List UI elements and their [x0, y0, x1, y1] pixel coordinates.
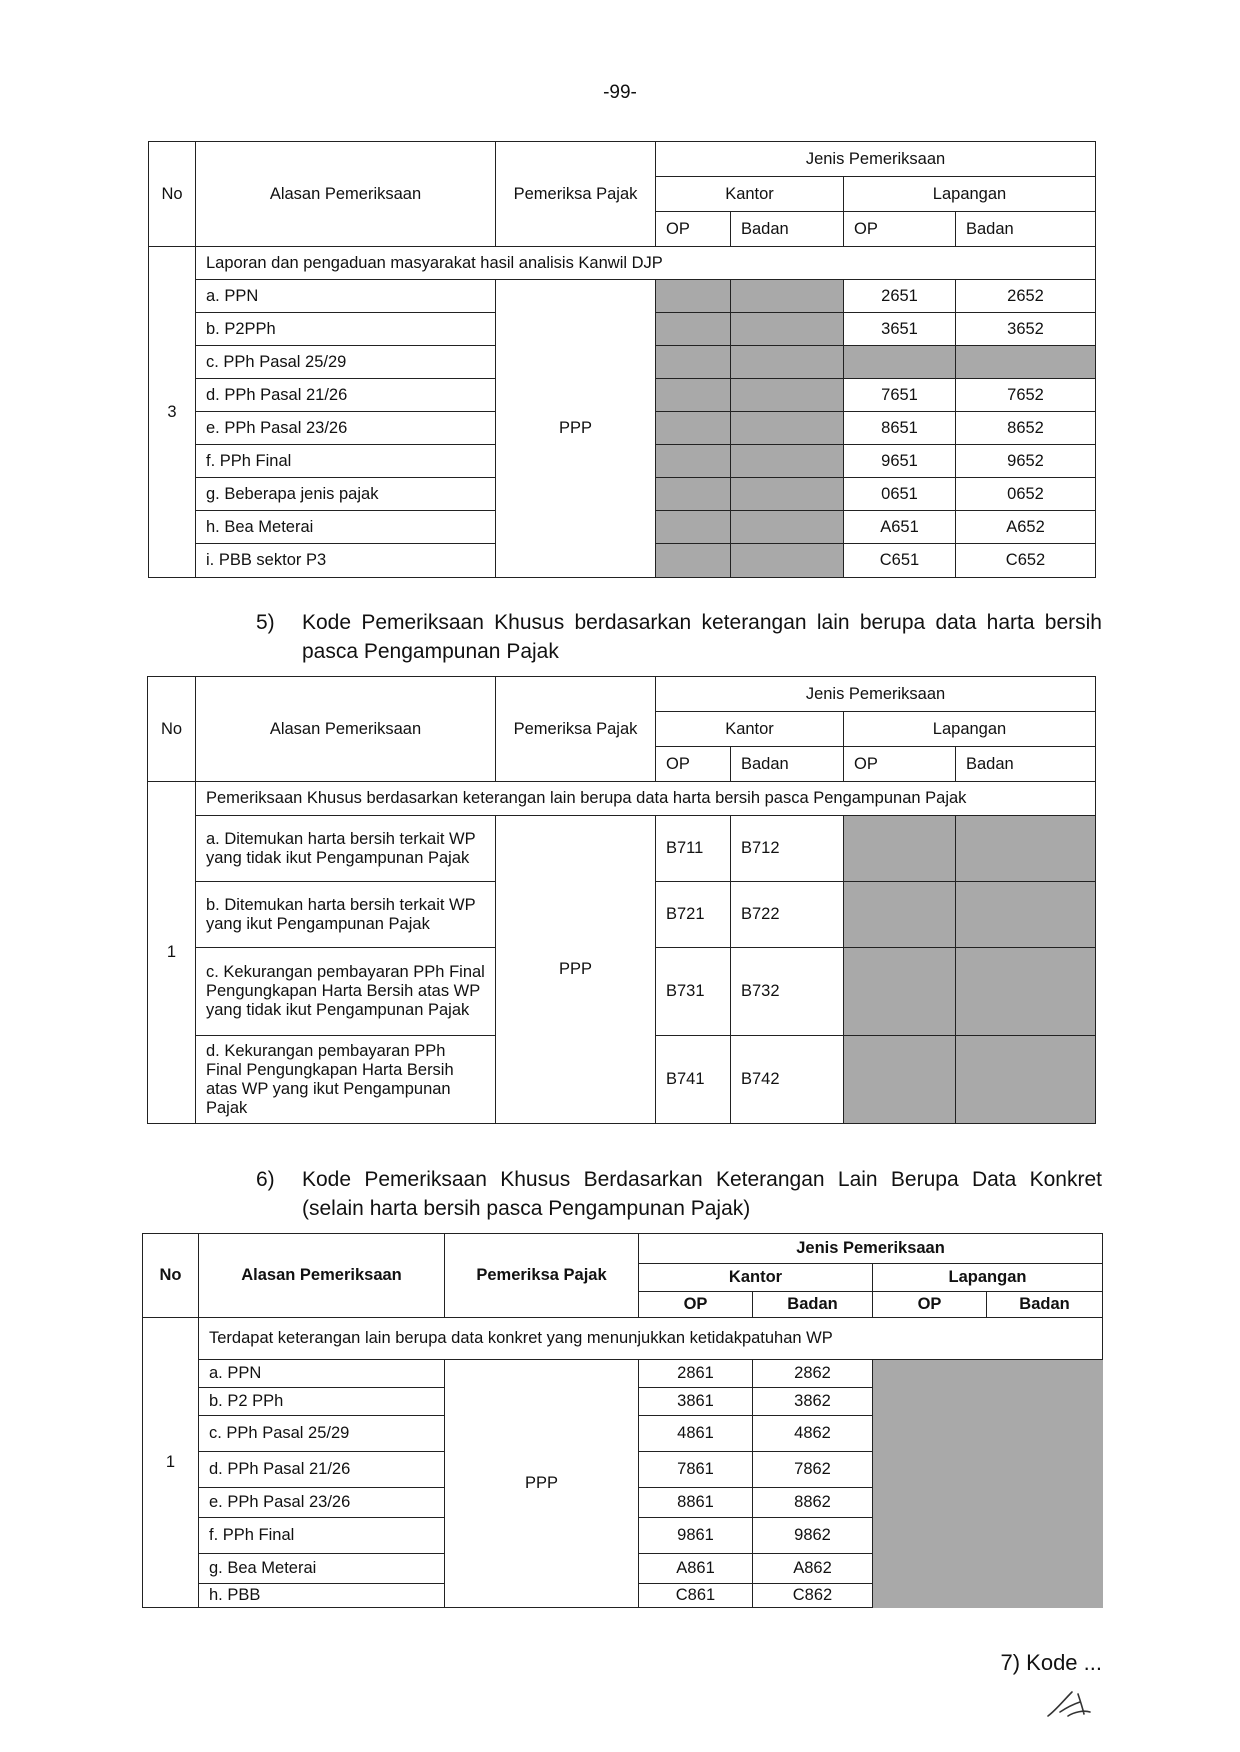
kantor-badan-code: A862: [753, 1554, 873, 1584]
shaded-cell: [956, 346, 1096, 379]
lapangan-op-code: 3651: [844, 313, 956, 346]
row-label: d. PPh Pasal 21/26: [199, 1452, 445, 1488]
lapangan-op-code: 9651: [844, 445, 956, 478]
header-lapangan-badan: Badan: [987, 1292, 1103, 1318]
header-lapangan-op: OP: [873, 1292, 987, 1318]
row-label: g. Beberapa jenis pajak: [196, 478, 496, 511]
kantor-badan-code: B742: [731, 1036, 844, 1124]
row-label: c. PPh Pasal 25/29: [199, 1416, 445, 1452]
kantor-op-code: 2861: [639, 1360, 753, 1388]
section-number: 5): [256, 611, 275, 634]
kantor-op-code: B731: [656, 948, 731, 1036]
lapangan-badan-code: 2652: [956, 280, 1096, 313]
header-kantor-badan: Badan: [731, 747, 844, 782]
header-kantor-badan: Badan: [731, 212, 844, 247]
row-label: c. Kekurangan pembayaran PPh Final Pengungkapan Harta Bersih atas WP yang tidak ikut Pengampunan Pajak: [196, 948, 496, 1036]
shaded-cell: [656, 313, 731, 346]
header-lapangan: Lapangan: [844, 712, 1096, 747]
kantor-op-code: 9861: [639, 1518, 753, 1554]
pemeriksa-cell: PPP: [496, 280, 656, 578]
lapangan-badan-code: 0652: [956, 478, 1096, 511]
header-kantor-op: OP: [656, 747, 731, 782]
row-label: f. PPh Final: [196, 445, 496, 478]
shaded-cell: [844, 346, 956, 379]
header-kantor-op: OP: [639, 1292, 753, 1318]
table-concrete-data-codes: [142, 1233, 1103, 1608]
lapangan-badan-code: 7652: [956, 379, 1096, 412]
lapangan-op-code: 7651: [844, 379, 956, 412]
row-label: a. PPN: [199, 1360, 445, 1388]
shaded-cell: [731, 445, 844, 478]
shaded-cell: [844, 882, 956, 948]
kantor-badan-code: B732: [731, 948, 844, 1036]
shaded-cell: [956, 882, 1096, 948]
kantor-badan-code: 2862: [753, 1360, 873, 1388]
table-audit-codes-kanwil: [148, 141, 1096, 578]
table-row: [143, 1360, 1103, 1388]
header-lapangan-badan: Badan: [956, 747, 1096, 782]
table-tax-amnesty-codes: [147, 676, 1096, 1124]
lapangan-op-code: 2651: [844, 280, 956, 313]
kantor-op-code: B721: [656, 882, 731, 948]
section-title: Kode Pemeriksaan Khusus Berdasarkan Keterangan Lain Berupa Data Konkret (selain harta bersih pasca Pengampunan Pajak): [302, 1168, 1102, 1220]
shaded-cell: [656, 445, 731, 478]
header-jenis: Jenis Pemeriksaan: [656, 677, 1096, 712]
shaded-cell: [956, 948, 1096, 1036]
row-label: h. Bea Meterai: [196, 511, 496, 544]
kantor-badan-code: B722: [731, 882, 844, 948]
shaded-cell: [731, 511, 844, 544]
shaded-cell: [656, 412, 731, 445]
row-label: e. PPh Pasal 23/26: [196, 412, 496, 445]
header-kantor-badan: Badan: [753, 1292, 873, 1318]
kantor-op-code: 8861: [639, 1488, 753, 1518]
kantor-badan-code: B712: [731, 816, 844, 882]
header-alasan: Alasan Pemeriksaan: [196, 142, 496, 247]
shaded-cell: [844, 948, 956, 1036]
header-no: No: [143, 1234, 199, 1318]
shaded-cell: [956, 1036, 1096, 1124]
lapangan-op-code: A651: [844, 511, 956, 544]
shaded-cell: [656, 544, 731, 578]
section-5-heading: [256, 608, 1102, 670]
kantor-badan-code: 3862: [753, 1388, 873, 1416]
header-lapangan-op: OP: [844, 747, 956, 782]
kantor-op-code: 7861: [639, 1452, 753, 1488]
row-label: f. PPh Final: [199, 1518, 445, 1554]
shaded-cell: [844, 1036, 956, 1124]
row-label: b. Ditemukan harta bersih terkait WP yang ikut Pengampunan Pajak: [196, 882, 496, 948]
header-kantor: Kantor: [639, 1264, 873, 1292]
shaded-cell: [844, 816, 956, 882]
shaded-cell: [731, 478, 844, 511]
kantor-badan-code: C862: [753, 1584, 873, 1608]
header-pemeriksa: Pemeriksa Pajak: [496, 677, 656, 782]
shaded-cell: [731, 346, 844, 379]
group-title: Terdapat keterangan lain berupa data konkret yang menunjukkan ketidakpatuhan WP: [199, 1318, 1103, 1360]
lapangan-badan-code: 9652: [956, 445, 1096, 478]
section-number: 6): [256, 1168, 275, 1191]
row-label: d. Kekurangan pembayaran PPh Final Pengungkapan Harta Bersih atas WP yang ikut Pengampunan Pajak: [196, 1036, 496, 1124]
pemeriksa-cell: PPP: [445, 1360, 639, 1608]
header-jenis: Jenis Pemeriksaan: [656, 142, 1096, 177]
header-lapangan-badan: Badan: [956, 212, 1096, 247]
lapangan-badan-code: 3652: [956, 313, 1096, 346]
shaded-cell: [731, 412, 844, 445]
header-lapangan: Lapangan: [844, 177, 1096, 212]
group-title: Laporan dan pengaduan masyarakat hasil analisis Kanwil DJP: [196, 247, 1096, 280]
row-label: e. PPh Pasal 23/26: [199, 1488, 445, 1518]
shaded-cell: [656, 478, 731, 511]
row-label: b. P2 PPh: [199, 1388, 445, 1416]
lapangan-op-code: 8651: [844, 412, 956, 445]
row-label: c. PPh Pasal 25/29: [196, 346, 496, 379]
kantor-op-code: B741: [656, 1036, 731, 1124]
page-number: -99-: [603, 82, 637, 103]
header-no: No: [148, 677, 196, 782]
next-section-continuation: 7) Kode ...: [1000, 1650, 1102, 1675]
row-label: a. PPN: [196, 280, 496, 313]
lapangan-badan-code: A652: [956, 511, 1096, 544]
shaded-cell: [731, 280, 844, 313]
kantor-badan-code: 7862: [753, 1452, 873, 1488]
header-pemeriksa: Pemeriksa Pajak: [445, 1234, 639, 1318]
kantor-badan-code: 9862: [753, 1518, 873, 1554]
lapangan-op-code: C651: [844, 544, 956, 578]
table-row: [148, 816, 1096, 882]
shaded-cell: [656, 346, 731, 379]
header-no: No: [149, 142, 196, 247]
shaded-cell: [956, 816, 1096, 882]
header-kantor-op: OP: [656, 212, 731, 247]
shaded-cell: [731, 313, 844, 346]
shaded-cell: [731, 379, 844, 412]
kantor-op-code: A861: [639, 1554, 753, 1584]
pemeriksa-cell: PPP: [496, 816, 656, 1124]
lapangan-badan-code: 8652: [956, 412, 1096, 445]
header-alasan: Alasan Pemeriksaan: [196, 677, 496, 782]
initial-signature-icon: [1038, 1686, 1098, 1722]
shaded-cell: [656, 511, 731, 544]
header-pemeriksa: Pemeriksa Pajak: [496, 142, 656, 247]
header-jenis: Jenis Pemeriksaan: [639, 1234, 1103, 1264]
row-label: i. PBB sektor P3: [196, 544, 496, 578]
group-no: 1: [148, 782, 196, 1124]
group-no: 3: [149, 247, 196, 578]
row-label: a. Ditemukan harta bersih terkait WP yang tidak ikut Pengampunan Pajak: [196, 816, 496, 882]
lapangan-op-code: 0651: [844, 478, 956, 511]
header-kantor: Kantor: [656, 712, 844, 747]
shaded-cell: [656, 280, 731, 313]
row-label: d. PPh Pasal 21/26: [196, 379, 496, 412]
shaded-cell: [656, 379, 731, 412]
kantor-op-code: C861: [639, 1584, 753, 1608]
row-label: b. P2PPh: [196, 313, 496, 346]
row-label: h. PBB: [199, 1584, 445, 1608]
header-lapangan-op: OP: [844, 212, 956, 247]
header-alasan: Alasan Pemeriksaan: [199, 1234, 445, 1318]
table-row: [149, 280, 1096, 313]
header-kantor: Kantor: [656, 177, 844, 212]
shaded-cell: [873, 1360, 1103, 1608]
group-no: 1: [143, 1318, 199, 1608]
kantor-op-code: B711: [656, 816, 731, 882]
lapangan-badan-code: C652: [956, 544, 1096, 578]
group-title: Pemeriksaan Khusus berdasarkan keterangan lain berupa data harta bersih pasca Pengampunan Pajak: [196, 782, 1096, 816]
kantor-op-code: 4861: [639, 1416, 753, 1452]
header-lapangan: Lapangan: [873, 1264, 1103, 1292]
shaded-cell: [731, 544, 844, 578]
kantor-badan-code: 8862: [753, 1488, 873, 1518]
section-title: Kode Pemeriksaan Khusus berdasarkan keterangan lain berupa data harta bersih pasca Pengampunan Pajak: [302, 611, 1102, 663]
kantor-op-code: 3861: [639, 1388, 753, 1416]
row-label: g. Bea Meterai: [199, 1554, 445, 1584]
kantor-badan-code: 4862: [753, 1416, 873, 1452]
section-6-heading: [256, 1165, 1102, 1227]
